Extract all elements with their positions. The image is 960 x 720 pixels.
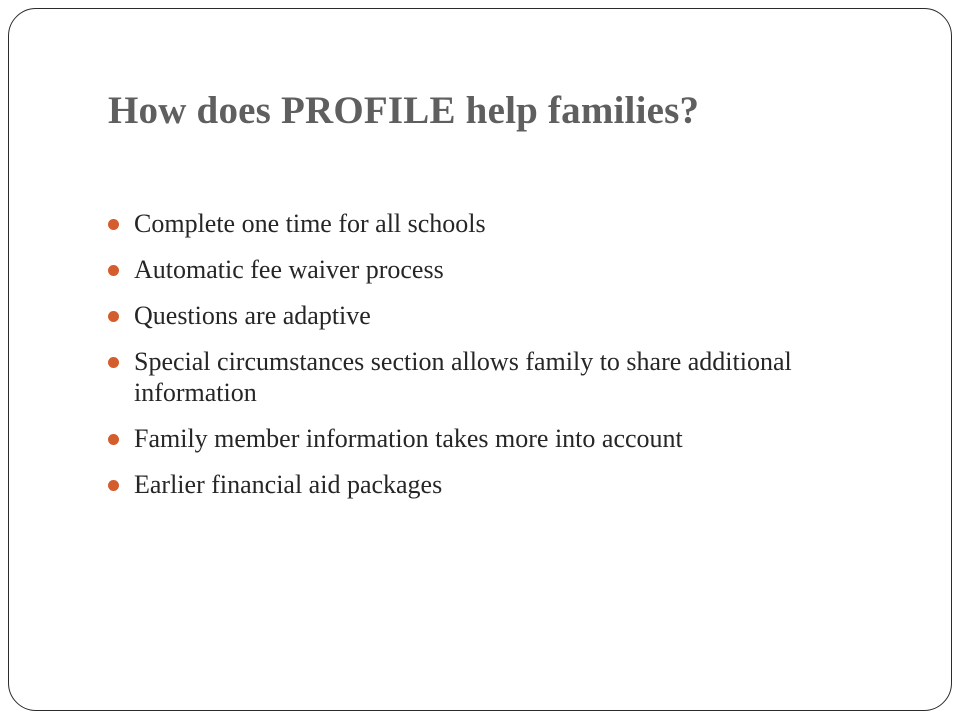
- slide-title: How does PROFILE help families?: [108, 89, 700, 132]
- bullet-item-5: [108, 423, 868, 454]
- bullet-item-3: [108, 300, 868, 331]
- bullet-text: Special circumstances section allows family to share additional information: [134, 347, 792, 407]
- bullet-list: [108, 208, 868, 515]
- bullet-text: Earlier financial aid packages: [134, 470, 443, 499]
- bullet-text: Automatic fee waiver process: [134, 255, 444, 284]
- bullet-item-4: [108, 346, 868, 408]
- bullet-dot-icon: [108, 219, 119, 230]
- bullet-dot-icon: [108, 357, 119, 368]
- bullet-item-2: [108, 254, 868, 285]
- bullet-dot-icon: [108, 265, 119, 276]
- bullet-dot-icon: [108, 480, 119, 491]
- bullet-item-1: [108, 208, 868, 239]
- bullet-text: Questions are adaptive: [134, 301, 371, 330]
- bullet-item-6: [108, 469, 868, 500]
- bullet-text: Complete one time for all schools: [134, 209, 486, 238]
- bullet-text: Family member information takes more into account: [134, 424, 683, 453]
- bullet-dot-icon: [108, 311, 119, 322]
- bullet-dot-icon: [108, 434, 119, 445]
